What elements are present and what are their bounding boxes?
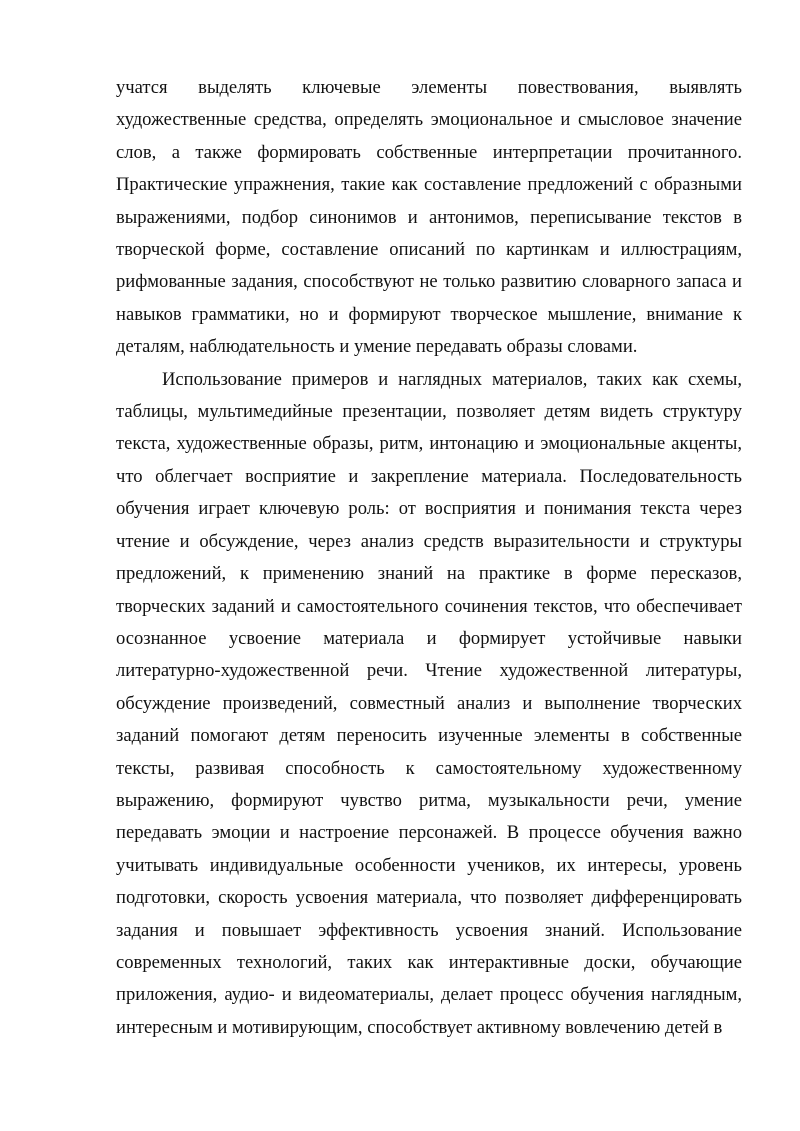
paragraph-visual-materials: Использование примеров и наглядных материалов, таких как схемы, таблицы, мультимедийные презентации, позволяет детям видеть структуру текста, художественные образы, ритм, интонацию и эмоциональные акценты, что облегчает восприятие и закрепление материала. Последовательность обучения играет ключевую роль: от восприятия и понимания текста через чтение и обсуждение, через анализ средств выразительности и структуры предложений, к применению знаний на практике в форме пересказов, творческих заданий и самостоятельного сочинения текстов, что обеспечивает осознанное усвоение материала и формирует устойчивые навыки литературно-художественной речи. Чтение художественной литературы, обсуждение произведений, совместный анализ и выполнение творческих заданий помогают детям переносить изученные элементы в собственные тексты, развивая способность к самостоятельному художественному выражению, формируют чувство ритма, музыкальности речи, умение передавать эмоции и настроение персонажей. В процессе обучения важно учитывать индивидуальные особенности учеников, их интересы, уровень подготовки, скорость усвоения материала, что позволяет дифференцировать задания и повышает эффективность усвоения знаний. Использование современных технологий, таких как интерактивные доски, обучающие приложения, аудио- и видеоматериалы, делает процесс обучения наглядным, интересным и мотивирующим, способствует активному вовлечению детей в (116, 368, 742, 1038)
paragraph-continuation: учатся выделять ключевые элементы повествования, выявлять художественные средства, определять эмоциональное и смысловое значение слов, а также формировать собственные интерпретации прочитанного. Практические упражнения, такие как составление предложений с образными выражениями, подбор синонимов и антонимов, переписывание текстов в творческой форме, составление описаний по картинкам и иллюстрациям, рифмованные задания, способствуют не только развитию словарного запаса и навыков грамматики, но и формируют творческое мышление, внимание к деталям, наблюдательность и умение передавать образы словами. (116, 77, 742, 358)
body-text (116, 72, 742, 1044)
